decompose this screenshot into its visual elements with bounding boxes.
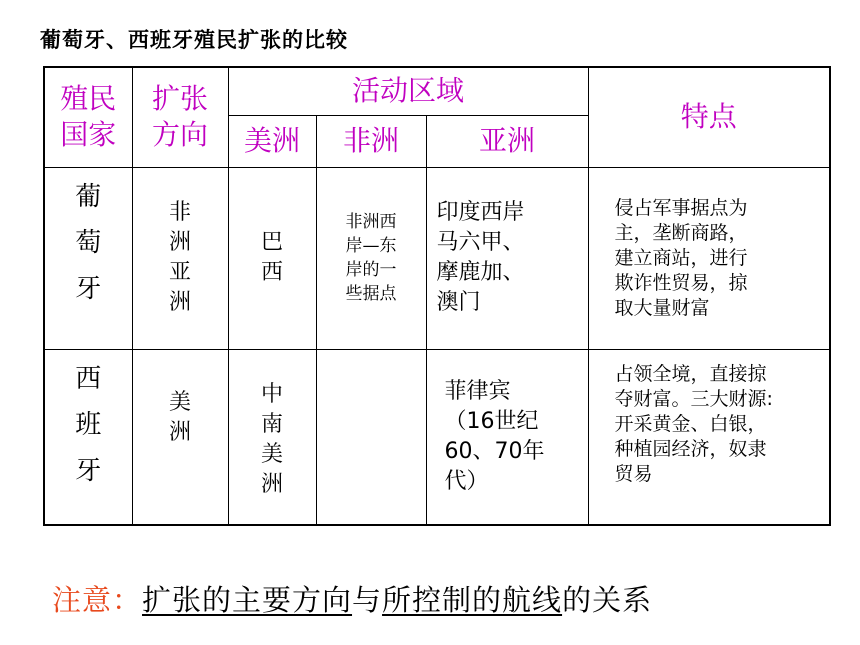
cell-line: 巴 [260,230,283,255]
cell-line: 取大量财富 [614,296,710,319]
cell-line: 牙 [75,273,102,304]
header-features: 特点 [588,67,830,167]
header-direction-line: 扩张 [151,82,208,116]
cell-line: 亚 [168,260,191,285]
cell-line: 代） [444,468,489,494]
cell-line: 马六甲、 [436,230,525,255]
cell-features [588,349,830,525]
cell-country [44,349,132,525]
cell-line: 开采黄金、白银， [614,412,767,435]
header-region: 活动区域 [228,67,588,115]
header-direction [132,67,228,167]
cell-line: 60、70年 [444,438,545,464]
cell-line: 贸易 [614,462,653,485]
header-country-line: 国家 [60,118,117,152]
cell-line: 班 [75,409,102,440]
cell-line: 侵占军事据点为 [614,196,748,219]
cell-line: 牙 [75,455,102,486]
cell-line: 洲 [168,290,191,315]
cell-line: 夺财富。三大财源: [614,387,773,410]
header-africa: 非洲 [316,115,426,167]
note-label: 注意： [52,583,143,617]
cell-line: 岸—东 [345,236,397,256]
cell-line: 美 [168,389,191,415]
cell-line: 美 [260,441,283,467]
cell-line: 南 [260,411,283,437]
cell-line: 印度西岸 [436,200,525,225]
cell-africa [316,167,426,349]
cell-americas [228,167,316,349]
cell-line: 中 [260,381,283,407]
cell-features [588,167,830,349]
header-direction-line: 方向 [151,118,208,152]
cell-line: 些据点 [345,284,397,304]
cell-line: 葡 [75,181,102,212]
table-row [44,349,830,525]
cell-line: 非 [168,200,191,225]
cell-line: 占领全境，直接掠 [614,362,767,385]
cell-line: 主，垄断商路， [614,221,748,244]
header-americas: 美洲 [228,115,316,167]
cell-line: 岸的一 [345,260,397,280]
cell-line: 洲 [260,471,283,497]
cell-line: 建立商站，进行 [614,246,748,269]
note-text: 的关系 [562,583,653,617]
cell-africa-empty [316,349,426,525]
page-title: 葡萄牙、西班牙殖民扩张的比较 [40,28,348,52]
comparison-table [43,66,831,526]
cell-line: 萄 [75,227,102,258]
cell-line: 澳门 [436,290,481,315]
cell-direction [132,349,228,525]
cell-line: 西 [260,260,283,285]
header-country-line: 殖民 [60,82,117,116]
cell-line: 西 [75,363,102,394]
cell-line: 菲律宾 [444,378,511,404]
note-underlined-routes: 所控制的航线 [382,583,563,617]
header-asia: 亚洲 [426,115,588,167]
cell-line: 摩鹿加、 [436,260,525,285]
cell-country [44,167,132,349]
cell-americas [228,349,316,525]
cell-direction [132,167,228,349]
cell-line: 洲 [168,419,191,445]
note [52,578,652,619]
cell-line: 欺诈性贸易，掠 [614,271,748,294]
cell-asia [426,167,588,349]
cell-line: （16世纪 [444,408,539,434]
cell-line: 非洲西 [345,212,397,232]
cell-line: 洲 [168,230,191,255]
note-underlined-direction: 扩张的主要方向 [142,583,353,617]
cell-line: 种植园经济，奴隶 [614,437,767,460]
header-country [44,67,132,167]
note-text: 与 [352,583,383,617]
cell-asia [426,349,588,525]
table-row [44,167,830,349]
